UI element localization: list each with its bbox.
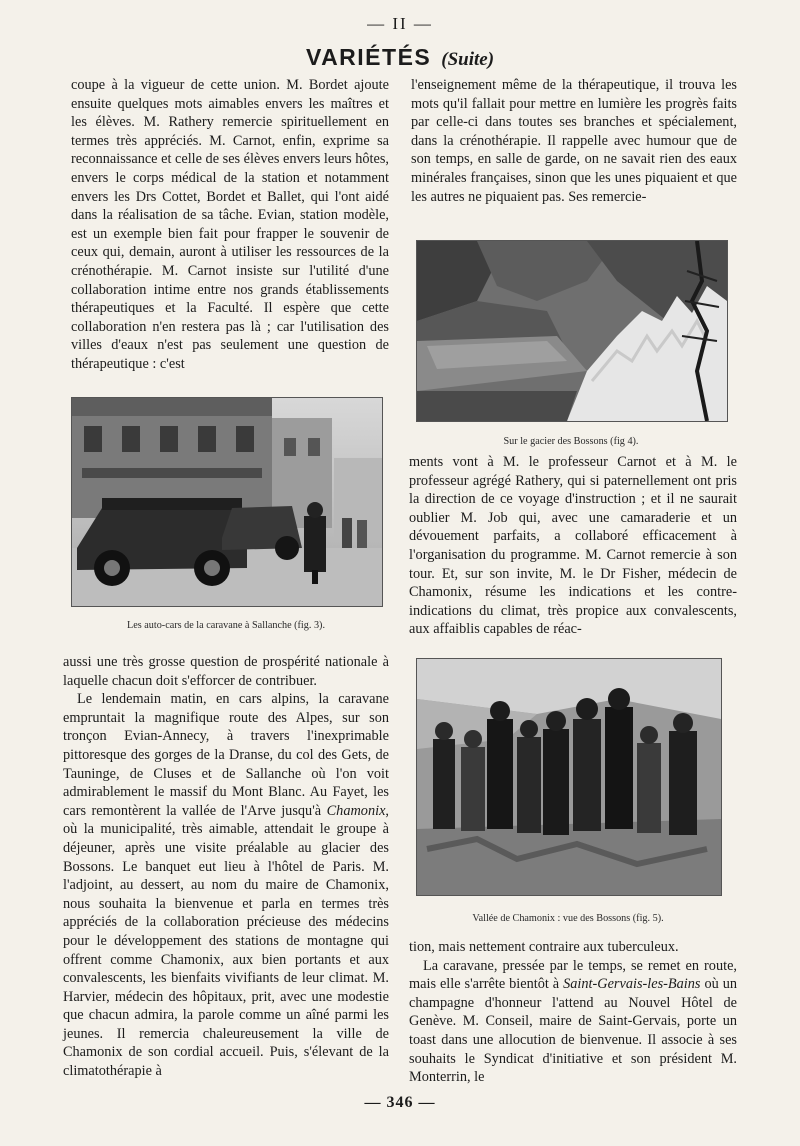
- text-run: La caravane, pressée par le temps, se remet en route, mais elle s'arrête bientôt à: [409, 957, 737, 993]
- paragraph: aussi une très grosse question de prospérité nationale à laquelle chacun doit s'efforcer de contribuer.: [63, 654, 389, 689]
- paragraph: tion, mais nettement contraire aux tuberculeux.: [409, 939, 679, 955]
- left-column-bottom: [63, 653, 389, 1081]
- paragraph: [409, 957, 737, 1087]
- text-run: , où la municipalité, très aimable, attendait le groupe à déjeuner, après une visite préalable au glacier des Bossons. Le banquet eut lieu à l'hôtel de Paris. M. l'adjoint, au dessert, au nom du maire de Chamonix, nous souhaita la bienvenue et parla en termes très appréciés de la collaboration précieuse des médecins pour le développement des stations de montagne qui offrent comme Chamonix, aux bien portants et aux convalescents, les bienfaits vivifiants de leur climat. M. Harvier, médecin des hôpitaux, prit, avec une modestie que chacun admira, la parole comme un aîné parmi les jeunes. Il remercia chaleureusement la ville de Chamonix de son cordial accueil. Puis, s'élevant de la climatothérapie à: [63, 802, 389, 1080]
- paragraph: l'enseignement même de la thérapeutique, il trouva les mots qu'il fallait pour mettre en lumière les progrès faits par celle-ci dans toutes ses branches et spécialement, dans la crénothérapie. Il rappelle avec humour que de son temps, en salle de garde, on ne savait rien des eaux minérales françaises, sinon que les unes piquaient et que les autres ne piquaient pas. Ses remercie-: [411, 77, 737, 205]
- bottom-page-number: — 346 —: [364, 1094, 436, 1111]
- right-column-bottom: [409, 938, 737, 1087]
- section-subtitle: (Suite): [441, 49, 495, 70]
- photo-group-bossons: [416, 658, 722, 896]
- photo-glacier-bossons: [416, 240, 728, 422]
- right-column-top: [411, 76, 737, 206]
- figure-5-caption: Vallée de Chamonix : vue des Bossons (fig. 5).: [472, 913, 664, 924]
- figure-4-caption: Sur le gacier des Bossons (fig 4).: [503, 436, 639, 447]
- paragraph: ments vont à M. le professeur Carnot et à M. le professeur agrégé Rathery, qui si paternellement ont pris la direction de ce voyage d'instruction ; et il ne saurait oublier M. Job qui, avec une camaraderie et un dévouement parfaits, a collaboré efficacement à l'organisation du programme. M. Carnot remercie à son tour. Et, sur son invite, M. le Dr Fisher, médecin de Chamonix, résume les indications et les contre-indications du climat, très propice aux convalescents, aux affaiblis capables de réac-: [409, 454, 737, 638]
- section-title: VARIÉTÉS: [305, 44, 432, 70]
- text-run: Le lendemain matin, en cars alpins, la caravane empruntait la magnifique route des Alpes, sur son tronçon Evian-Annecy, à travers l'inexprimable pittoresque des gorges de la Dranse, du col des Gets, de Tauninge, de Cluses et de Sallanche où l'on voit admirablement le massif du Mont Blanc. Au Fayet, les cars remontèrent la vallée de l'Arve jusqu'à: [63, 691, 389, 819]
- place-name: Chamonix: [326, 802, 386, 819]
- section-heading: [0, 44, 800, 71]
- right-column-middle: [409, 453, 737, 639]
- photo-auto-cars: [71, 397, 383, 607]
- left-column-top: [71, 76, 389, 374]
- top-page-number: — II —: [367, 14, 433, 33]
- figure-3-caption: Les auto-cars de la caravane à Sallanche (fig. 3).: [127, 620, 325, 631]
- place-name: Saint-Gervais-les-Bains: [563, 976, 701, 993]
- paragraph: coupe à la vigueur de cette union. M. Bordet ajoute ensuite quelques mots aimables envers les maîtres et les élèves. M. Rathery remercie spirituellement en termes très appréciés. M. Carnot, enfin, exprime sa reconnaissance et celle de ses élèves envers leurs hôtes, envers le corps médical de la station et notamment envers les Drs Cottet, Bordet et Ballet, qui l'ont aidé dans la réalisation de sa tâche. Evian, station modèle, est un exemple bien fait pour frapper le souvenir de ceux qui, demain, auront à utiliser les ressources de la crénothérapie. M. Carnot insiste sur l'utilité d'une collaboration intime entre nos grands établissements thérapeutiques et la Faculté. Il espère que cette collaboration n'en restera pas là ; car l'utilisation des villes d'eaux n'est pas seulement une question de thérapeutique : c'est: [71, 77, 389, 372]
- paragraph: [63, 690, 389, 1080]
- text-run: où un champagne d'honneur l'attend au Nouvel Hôtel de Genève. M. Conseil, maire de Saint-Gervais, porte un toast dans une allocution de bienvenue. Il associe à ses souhaits le Syndicat d'initiative et son président M. Monterrin, le: [409, 976, 737, 1086]
